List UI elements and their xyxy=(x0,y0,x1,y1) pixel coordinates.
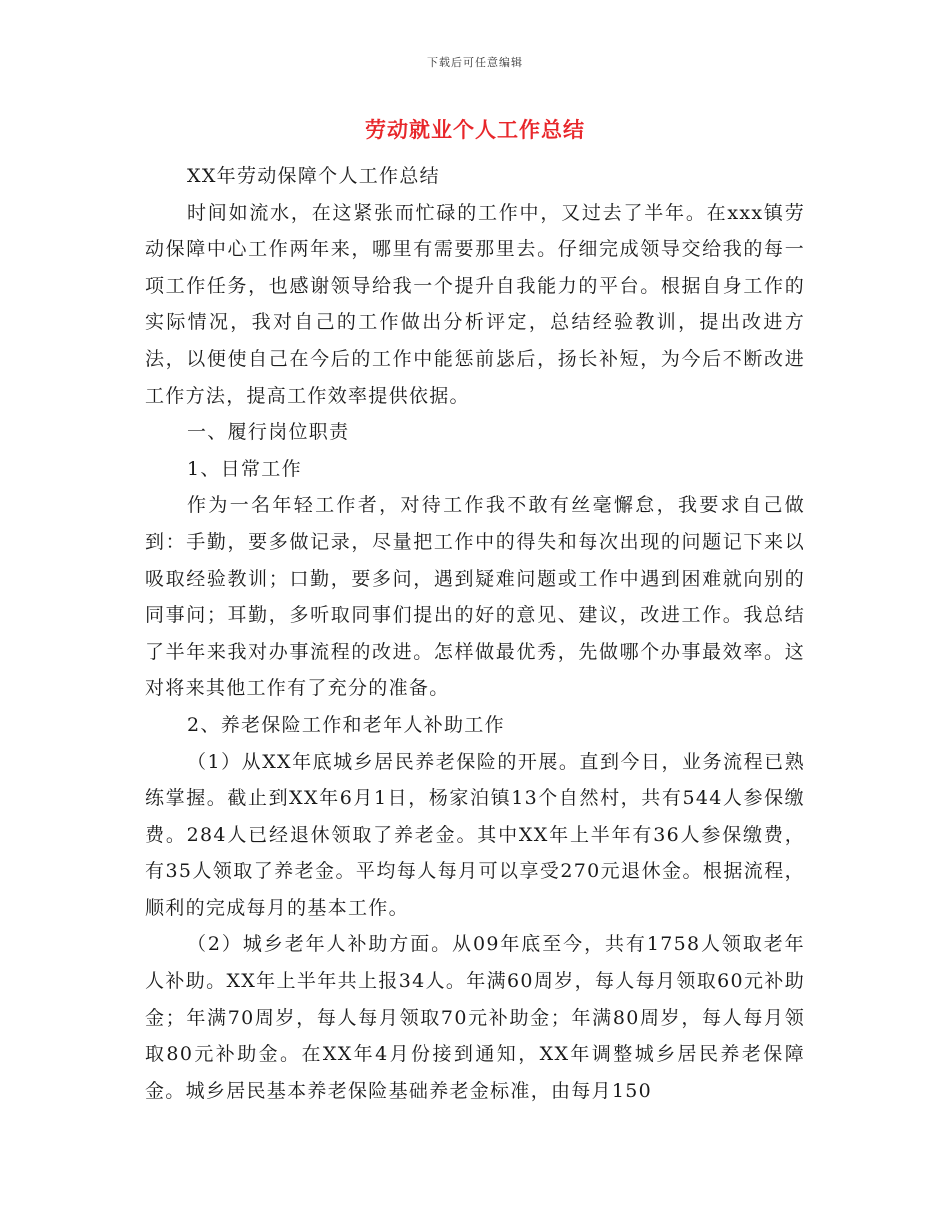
document-title: 劳动就业个人工作总结 xyxy=(365,118,585,142)
paragraph-elderly-subsidy: （2）城乡老年人补助方面。从09年底至今，共有1758人领取老年人补助。XX年上半年共上报34人。年满60周岁，每人每月领取60元补助金；年满70周岁，每人每月领取70元补助金；年满80周岁，每人每月领取80元补助金。在XX年4月份接到通知，XX年调整城乡居民养老保障金。城乡居民基本养老保险基础养老金标准，由每月150 xyxy=(145,933,805,1102)
paragraph-daily-work: 作为一名年轻工作者，对待工作我不敢有丝毫懈怠，我要求自己做到：手勤，要多做记录，尽量把工作中的得失和每次出现的问题记下来以吸取经验教训；口勤，要多问，遇到疑难问题或工作中遇到困难就向别的同事问；耳勤，多听取同事们提出的好的意见、建议，改进工作。我总结了半年来我对办事流程的改进。怎样做最优秀，先做哪个办事最效率。这对将来其他工作有了充分的准备。 xyxy=(145,494,805,700)
document-body xyxy=(145,158,805,1109)
subsection-heading-daily-work: 1、日常工作 xyxy=(187,457,302,480)
paragraph-pension-insurance: （1）从XX年底城乡居民养老保险的开展。直到今日，业务流程已熟练掌握。截止到XX年6月1日，杨家泊镇13个自然村，共有544人参保缴费。284人已经退休领取了养老金。其中XX年上半年有36人参保缴费，有35人领取了养老金。平均每人每月可以享受270元退休金。根据流程，顺利的完成每月的基本工作。 xyxy=(145,750,805,919)
paragraph-intro: 时间如流水，在这紧张而忙碌的工作中，又过去了半年。在xxx镇劳动保障中心工作两年来，哪里有需要那里去。仔细完成领导交给我的每一项工作任务，也感谢领导给我一个提升自我能力的平台。根据自身工作的实际情况，我对自己的工作做出分析评定，总结经验教训，提出改进方法，以便使自己在今后的工作中能惩前毖后，扬长补短，为今后不断改进工作方法，提高工作效率提供依据。 xyxy=(145,201,805,407)
subsection-heading-pension: 2、养老保险工作和老年人补助工作 xyxy=(187,713,505,736)
paragraph-subtitle: XX年劳动保障个人工作总结 xyxy=(187,165,440,187)
section-heading-duties: 一、履行岗位职责 xyxy=(187,421,350,444)
page-header-note: 下载后可任意编辑 xyxy=(427,56,523,69)
